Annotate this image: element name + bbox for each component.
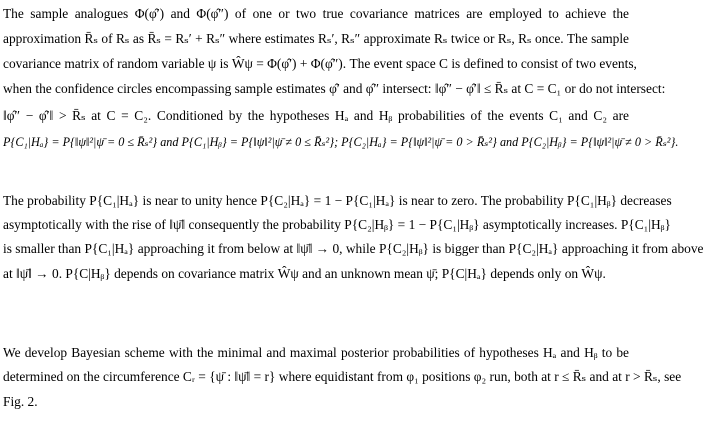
equation-line: P{C₁|Hₐ} = P{‖ψ‖²|ψ̄ = 0 ≤ R̄ₛ²} and P{C₁|Hᵦ} = P{‖ψ‖²|ψ̄ ≠ 0 ≤ R̄ₛ²}; P{C₂|Hₐ} = P{‖ψ‖²|ψ̄ = 0 > R̄ₛ²} and P{C₂|Hᵦ} = P{‖ψ‖²|ψ̄ ≠ 0 > R̄ₛ²}. [3, 135, 679, 149]
text-line: The sample analogues Φ(φ̂′) and Φ(φ̂″) of one or two true covariance matrices are employed to achieve the [3, 6, 629, 21]
text-line: when the confidence circles encompassing sample estimates φ̂′ and φ̂″ intersect: ‖φ̂″ − φ̂′‖ ≤ R̄ₛ at C = C₁ or do not intersect: [3, 81, 666, 96]
text-line: approximation R̄ₛ of Rₛ as R̄ₛ = Rₛ′ + Rₛ″ where estimates Rₛ′, Rₛ″ approximate Rₛ twice or Rₛ, Rₛ once. The sample [3, 31, 629, 46]
text-line: determined on the circumference Cᵣ = {ψ̄ : ‖ψ̄‖ = r} where equidistant from φ₁ positions φ₂ run, both at r ≤ R̄ₛ and at r > R̄ₛ, see [3, 369, 682, 384]
text-line: The probability P{C₁|Hₐ} is near to unity hence P{C₂|Hₐ} = 1 − P{C₁|Hₐ} is near to zero. The probability P{C₁|Hᵦ} decreases [3, 193, 672, 208]
text-line: at ‖ψ̄‖ → 0. P{C|Hᵦ} depends on covariance matrix Ŵψ and an unknown mean ψ̄; P{C|Hₐ} depends only on Ŵψ. [3, 266, 606, 281]
text-line: covariance matrix of random variable ψ is Ŵψ = Φ(φ̂′) + Φ(φ̂″). The event space C is defined to consist of two events, [3, 56, 637, 71]
text-line: Fig. 2. [3, 394, 38, 409]
text-line: asymptotically with the rise of ‖ψ̄‖ consequently the probability P{C₂|Hᵦ} = 1 − P{C₁|Hᵦ} asymptotically increases. P{C₁|Hᵦ} [3, 217, 671, 232]
text-line: We develop Bayesian scheme with the minimal and maximal posterior probabilities of hypotheses Hₐ and Hᵦ to be [3, 345, 629, 360]
text-line: ‖φ̂″ − φ̂′‖ > R̄ₛ at C = C₂. Conditioned by the hypotheses Hₐ and Hᵦ probabilities of the events C₁ and C₂ are [3, 108, 629, 123]
text-line: is smaller than P{C₁|Hₐ} approaching it from below at ‖ψ̄‖ → 0, while P{C₂|Hᵦ} is bigger than P{C₂|Hₐ} approaching it from above [3, 241, 704, 256]
